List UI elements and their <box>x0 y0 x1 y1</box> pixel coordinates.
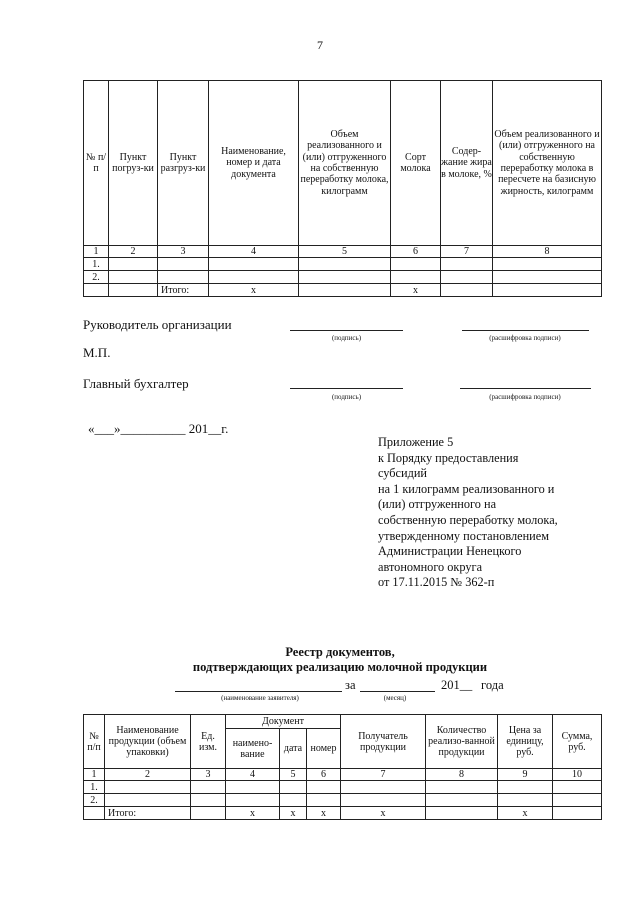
table-row <box>84 794 602 807</box>
t2-num-cell: 7 <box>341 769 426 781</box>
table-cell <box>426 794 498 807</box>
t1-total-x: х <box>391 284 441 297</box>
t1-header-basic-volume: Объем реализованного и (или) отгруженного на собственную переработку молока в пересчете на базисную жирность, килограмм <box>493 81 602 246</box>
t2-header-unit: Ед. изм. <box>191 715 226 769</box>
annex-line: утвержденному постановлением <box>378 528 549 543</box>
t1-num-cell: 3 <box>158 246 209 258</box>
t2-total-x: х <box>498 807 553 820</box>
table-cell <box>209 258 299 271</box>
table-cell <box>493 284 602 297</box>
t1-header-fat: Содер-жание жира в молоке, % <box>441 81 493 246</box>
t2-header-doc-number: номер <box>307 729 341 769</box>
table-cell <box>109 271 158 284</box>
table-cell <box>498 781 553 794</box>
t1-num-cell: 4 <box>209 246 299 258</box>
table-cell <box>105 794 191 807</box>
t1-num-cell: 2 <box>109 246 158 258</box>
table-cell <box>280 794 307 807</box>
t2-num-cell: 8 <box>426 769 498 781</box>
t1-num-cell: 5 <box>299 246 391 258</box>
mp-label: М.П. <box>83 345 111 360</box>
table-cell <box>553 794 602 807</box>
table-row <box>84 258 602 271</box>
period-year-word: года <box>481 678 504 692</box>
table-row <box>84 271 602 284</box>
milk-volume-table <box>83 80 602 297</box>
t1-num-cell: 7 <box>441 246 493 258</box>
table-cell <box>191 781 226 794</box>
t1-row2-num: 2. <box>84 271 109 284</box>
t2-num-cell: 5 <box>280 769 307 781</box>
t2-num-cell: 10 <box>553 769 602 781</box>
date-line: «___»__________ 201__г. <box>88 421 229 436</box>
t1-num-cell: 8 <box>493 246 602 258</box>
t2-total-x: х <box>280 807 307 820</box>
period-za: за <box>345 678 356 692</box>
t2-num-cell: 4 <box>226 769 280 781</box>
table-cell <box>426 781 498 794</box>
table-cell <box>493 271 602 284</box>
t1-header-num: № п/п <box>84 81 109 246</box>
table-cell <box>391 258 441 271</box>
table1-total-row <box>84 284 602 297</box>
t2-num-cell: 3 <box>191 769 226 781</box>
accountant-decode-line <box>460 388 591 389</box>
annex-line: (или) отгруженного на <box>378 497 497 512</box>
t2-header-price: Цена за единицу, руб. <box>498 715 553 769</box>
table-cell <box>553 781 602 794</box>
t1-row1-num: 1. <box>84 258 109 271</box>
table-cell <box>307 781 341 794</box>
table-cell <box>226 794 280 807</box>
t1-header-unloading: Пункт разгруз-ки <box>158 81 209 246</box>
t2-header-product: Наименование продукции (объем упаковки) <box>105 715 191 769</box>
table-cell <box>441 271 493 284</box>
month-caption: (месяц) <box>383 694 407 702</box>
t1-num-cell: 6 <box>391 246 441 258</box>
t2-header-doc-date: дата <box>280 729 307 769</box>
table-cell <box>209 271 299 284</box>
annex-block <box>378 435 628 591</box>
annex-line: Приложение 5 <box>378 435 454 449</box>
page-number: 7 <box>317 38 323 52</box>
t2-num-cell: 2 <box>105 769 191 781</box>
table-cell <box>493 258 602 271</box>
t2-total-x: х <box>226 807 280 820</box>
annex-line: автономного округа <box>378 559 483 574</box>
t2-num-cell: 9 <box>498 769 553 781</box>
t1-total-label: Итого: <box>158 284 209 297</box>
table-cell <box>498 794 553 807</box>
t2-total-label: Итого: <box>105 807 191 820</box>
table2-number-row <box>84 769 602 781</box>
t2-row2-num: 2. <box>84 794 105 807</box>
table-cell <box>426 807 498 820</box>
head-sign-caption: (подпись) <box>331 334 362 342</box>
table-cell <box>109 284 158 297</box>
t1-num-cell: 1 <box>84 246 109 258</box>
t2-num-cell: 6 <box>307 769 341 781</box>
t1-header-loading: Пункт погруз-ки <box>109 81 158 246</box>
t2-header-document: Документ <box>226 715 341 729</box>
table-cell <box>109 258 158 271</box>
period-year-value: 201__ <box>441 678 473 692</box>
table-cell <box>226 781 280 794</box>
t1-total-x: х <box>209 284 299 297</box>
table-cell <box>299 271 391 284</box>
table-cell <box>307 794 341 807</box>
registry-table <box>83 714 602 820</box>
table-cell <box>105 781 191 794</box>
table-cell <box>299 258 391 271</box>
table-cell <box>391 271 441 284</box>
t2-header-qty: Количество реализо-ванной продукции <box>426 715 498 769</box>
accountant-label: Главный бухгалтер <box>83 376 189 391</box>
annex-line: субсидий <box>378 466 427 481</box>
table1-header-row <box>84 81 602 246</box>
applicant-caption: (наименование заявителя) <box>221 694 299 702</box>
t1-header-document: Наименование, номер и дата документа <box>209 81 299 246</box>
head-decode-line <box>462 330 589 331</box>
table1-number-row <box>84 246 602 258</box>
t2-num-cell: 1 <box>84 769 105 781</box>
accountant-decode-caption: (расшифровка подписи) <box>489 393 561 401</box>
head-decode-caption: (расшифровка подписи) <box>489 334 561 342</box>
registry-title-1: Реестр документов, <box>285 645 395 659</box>
table-cell <box>341 781 426 794</box>
table2-header-row-1 <box>84 715 602 729</box>
accountant-sign-line <box>290 388 403 389</box>
applicant-line <box>175 691 342 692</box>
head-label: Руководитель организации <box>83 317 232 332</box>
t1-header-volume: Объем реализованного и (или) отгруженного на собственную переработку молока, килограмм <box>299 81 391 246</box>
t2-total-x: х <box>341 807 426 820</box>
head-sign-line <box>290 330 403 331</box>
t2-header-sum: Сумма, руб. <box>553 715 602 769</box>
table-row <box>84 781 602 794</box>
month-line <box>360 691 435 692</box>
annex-line: на 1 килограмм реализованного и <box>378 481 555 496</box>
table-cell <box>441 284 493 297</box>
table-cell <box>299 284 391 297</box>
table-cell <box>191 794 226 807</box>
t2-header-recipient: Получатель продукции <box>341 715 426 769</box>
annex-line: Администрации Ненецкого <box>378 544 522 559</box>
accountant-sign-caption: (подпись) <box>331 393 362 401</box>
table-cell <box>84 807 105 820</box>
registry-title-2: подтверждающих реализацию молочной продукции <box>192 660 488 674</box>
t1-header-grade: Сорт молока <box>391 81 441 246</box>
table-cell <box>158 271 209 284</box>
table-cell <box>280 781 307 794</box>
table-cell <box>191 807 226 820</box>
t2-total-x: х <box>307 807 341 820</box>
annex-line: от 17.11.2015 № 362-п <box>378 575 495 590</box>
t2-row1-num: 1. <box>84 781 105 794</box>
table-cell <box>158 258 209 271</box>
t2-header-num: № п/п <box>84 715 105 769</box>
table-cell <box>341 794 426 807</box>
table-cell <box>553 807 602 820</box>
table2-total-row <box>84 807 602 820</box>
table-cell <box>84 284 109 297</box>
t2-header-doc-name: наимено-вание <box>226 729 280 769</box>
annex-line: к Порядку предоставления <box>378 450 519 465</box>
table-cell <box>441 258 493 271</box>
annex-line: собственную переработку молока, <box>378 512 558 527</box>
